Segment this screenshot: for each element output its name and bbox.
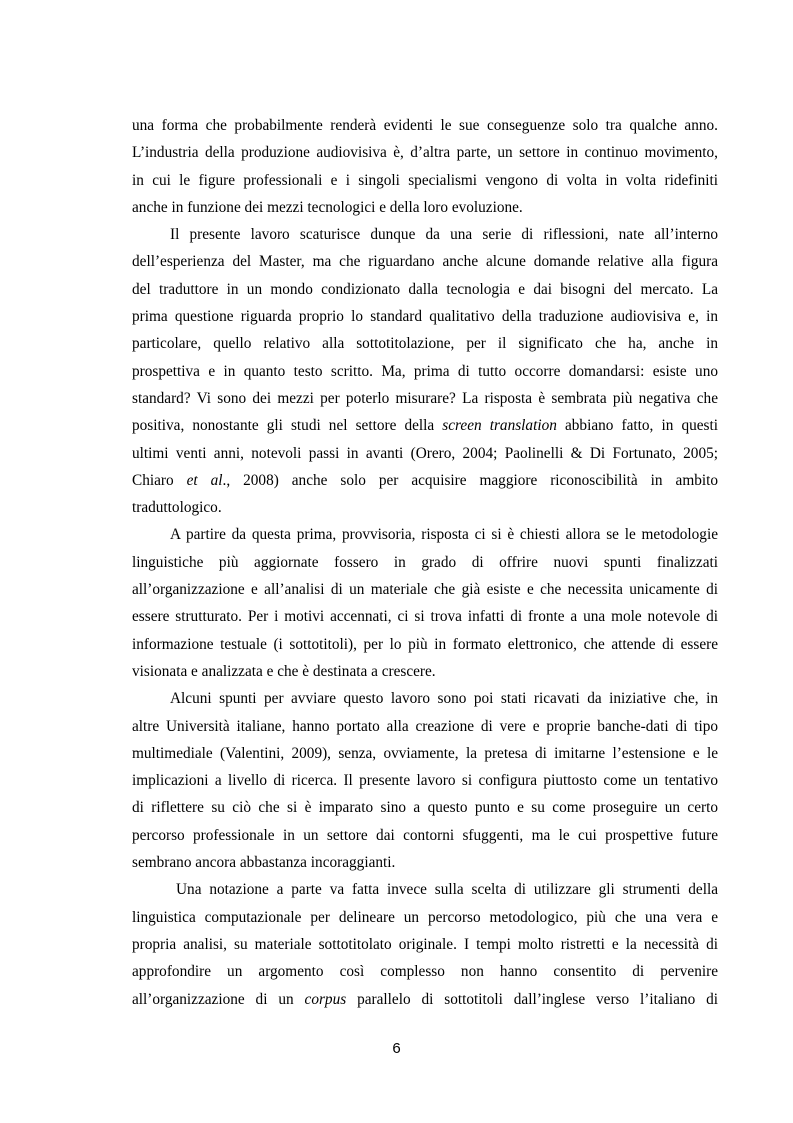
text-line: visionata e analizzata e che è destinata a crescere. bbox=[132, 662, 436, 680]
text-line bbox=[132, 467, 718, 494]
text-line: linguistiche più aggiornate fossero in grado di offrire nuovi spunti finalizzati bbox=[132, 553, 718, 571]
text-line: del traduttore in un mondo condizionato dalla tecnologia e dai bisogni del mercato. La bbox=[132, 280, 718, 298]
text-line: altre Università italiane, hanno portato alla creazione di vere e proprie banche-dati di tipo bbox=[132, 717, 718, 735]
text-line bbox=[132, 412, 718, 439]
text-line: implicazioni a livello di ricerca. Il presente lavoro si configura piuttosto come un tentativo bbox=[132, 772, 718, 790]
text-line: percorso professionale in un settore dai contorni sfuggenti, ma le cui prospettive future bbox=[132, 826, 718, 844]
text-line: multimediale (Valentini, 2009), senza, ovviamente, la pretesa di imitarne l’estensione e le bbox=[132, 744, 718, 762]
text-line: Alcuni spunti per avviare questo lavoro sono poi stati ricavati da iniziative che, in bbox=[170, 690, 718, 708]
text-line: prospettiva e in quanto testo scritto. Ma, prima di tutto occorre domandarsi: esiste uno bbox=[132, 362, 718, 380]
page-number: 6 bbox=[392, 1040, 401, 1057]
text-line: di riflettere su ciò che si è imparato sino a questo punto e su come proseguire un certo bbox=[132, 799, 718, 817]
text-run: abbiano fatto, in questi bbox=[564, 417, 718, 435]
text-line: sembrano ancora abbastanza incoraggianti. bbox=[132, 854, 396, 872]
text-line: L’industria della produzione audiovisiva è, d’altra parte, un settore in continuo movimento, bbox=[132, 144, 718, 162]
text-line: prima questione riguarda proprio lo standard qualitativo della traduzione audiovisiva e, in bbox=[132, 308, 718, 326]
text-line: all’organizzazione e all’analisi di un materiale che già esiste e che necessita unicamente di bbox=[132, 581, 718, 599]
text-line: in cui le figure professionali e i singoli specialismi vengono di volta in volta ridefiniti bbox=[132, 171, 718, 189]
text-line: linguistica computazionale per delineare un percorso metodologico, più che una vera e bbox=[132, 908, 718, 926]
text-line: traduttologico. bbox=[132, 499, 222, 517]
text-line: anche in funzione dei mezzi tecnologici e della loro evoluzione. bbox=[132, 198, 523, 216]
text-line: particolare, quello relativo alla sottotitolazione, per il significato che ha, anche in bbox=[132, 335, 718, 353]
text-line: dell’esperienza del Master, ma che riguardano anche alcune domande relative alla figura bbox=[132, 253, 718, 271]
italic-term: screen translation bbox=[442, 417, 557, 435]
text-line: standard? Vi sono dei mezzi per poterlo misurare? La risposta è sembrata più negativa che bbox=[132, 389, 718, 407]
text-line: una forma che probabilmente renderà evidenti le sue conseguenze solo tra qualche anno. bbox=[132, 117, 718, 134]
text-run: Chiaro bbox=[132, 471, 174, 489]
text-line: Il presente lavoro scaturisce dunque da una serie di riflessioni, nate all’interno bbox=[170, 226, 718, 244]
text-line: Una notazione a parte va fatta invece sulla scelta di utilizzare gli strumenti della bbox=[176, 881, 718, 899]
text-line: A partire da questa prima, provvisoria, risposta ci si è chiesti allora se le metodologie bbox=[170, 526, 718, 544]
text-line bbox=[132, 986, 718, 1013]
text-line: informazione testuale (i sottotitoli), per lo più in formato elettronico, che attende di essere bbox=[132, 635, 718, 653]
text-run: ., 2008) anche solo per acquisire maggiore riconoscibilità in ambito bbox=[222, 471, 719, 489]
text-run: positiva, nonostante gli studi nel settore della bbox=[132, 417, 435, 435]
italic-term: et al bbox=[186, 471, 223, 489]
text-line: ultimi venti anni, notevoli passi in avanti (Orero, 2004; Paolinelli & Di Fortunato, 2005; bbox=[132, 444, 718, 462]
body-text bbox=[132, 112, 718, 1013]
text-line: essere strutturato. Per i motivi accennati, ci si trova infatti di fronte a una mole notevole di bbox=[132, 608, 718, 626]
text-run: parallelo di sottotitoli dall’inglese verso l’italiano di bbox=[357, 990, 719, 1008]
text-run: all’organizzazione di un bbox=[132, 990, 294, 1008]
italic-term: corpus bbox=[304, 990, 347, 1008]
text-line: approfondire un argomento così complesso non hanno consentito di pervenire bbox=[132, 963, 718, 981]
text-line: propria analisi, su materiale sottotitolato originale. I tempi molto ristretti e la necessità di bbox=[132, 935, 718, 953]
